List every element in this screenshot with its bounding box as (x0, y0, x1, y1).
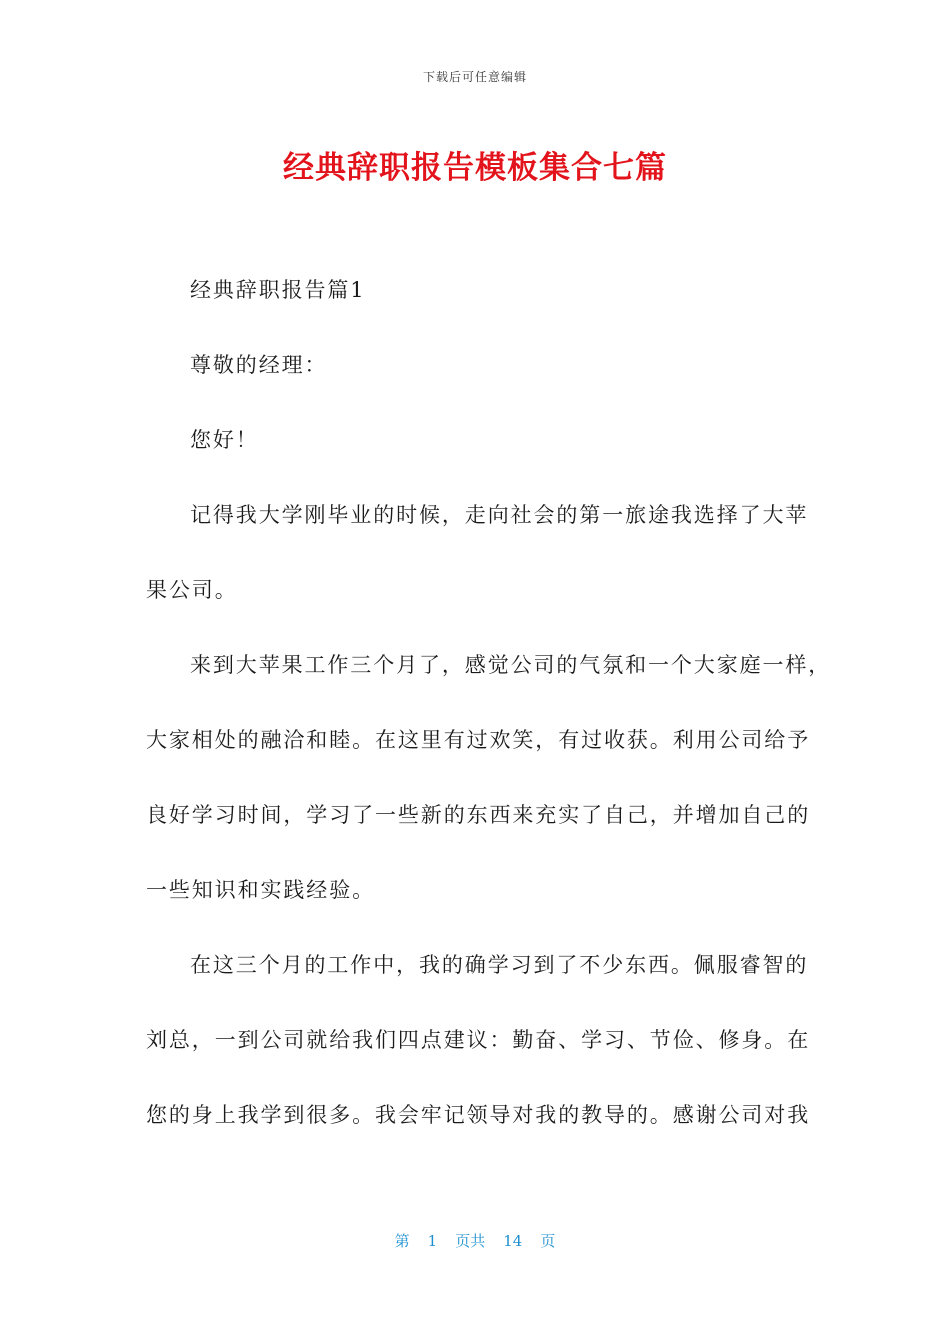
text-line: 您好！ (190, 428, 259, 452)
footer-prefix: 第 (394, 1232, 410, 1250)
paragraph-greeting (146, 422, 806, 460)
document-body (146, 272, 832, 1172)
page-footer (0, 1230, 950, 1251)
text-line: 来到大苹果工作三个月了，感觉公司的气氛和一个大家庭一样， (190, 653, 832, 677)
text-line: 经典辞职报告篇1 (190, 278, 366, 302)
footer-suffix: 页 (540, 1232, 556, 1250)
total-pages-number: 14 (503, 1232, 523, 1250)
text-line: 一些知识和实践经验。 (146, 878, 375, 902)
paragraph-salutation (146, 347, 806, 385)
current-page-number: 1 (427, 1232, 438, 1250)
paragraph-heading (146, 272, 806, 310)
footer-middle: 页共 (455, 1232, 486, 1250)
text-line: 尊敬的经理： (190, 353, 328, 377)
paragraph-body (146, 497, 809, 610)
text-line: 您的身上我学到很多。我会牢记领导对我的教导的。感谢公司对我 (146, 1103, 811, 1127)
text-line: 果公司。 (146, 578, 238, 602)
text-line: 良好学习时间，学习了一些新的东西来充实了自己，并增加自己的 (146, 803, 811, 827)
text-line: 大家相处的融洽和睦。在这里有过欢笑，有过收获。利用公司给予 (146, 728, 811, 752)
paragraph-body (146, 947, 811, 1135)
text-line: 在这三个月的工作中，我的确学习到了不少东西。佩服睿智的 (190, 953, 809, 977)
document-title: 经典辞职报告模板集合七篇 (283, 150, 667, 186)
text-line: 记得我大学刚毕业的时候，走向社会的第一旅途我选择了大苹 (190, 503, 809, 527)
header-note: 下载后可任意编辑 (422, 70, 527, 84)
paragraph-body (146, 647, 832, 910)
text-line: 刘总，一到公司就给我们四点建议：勤奋、学习、节俭、修身。在 (146, 1028, 811, 1052)
